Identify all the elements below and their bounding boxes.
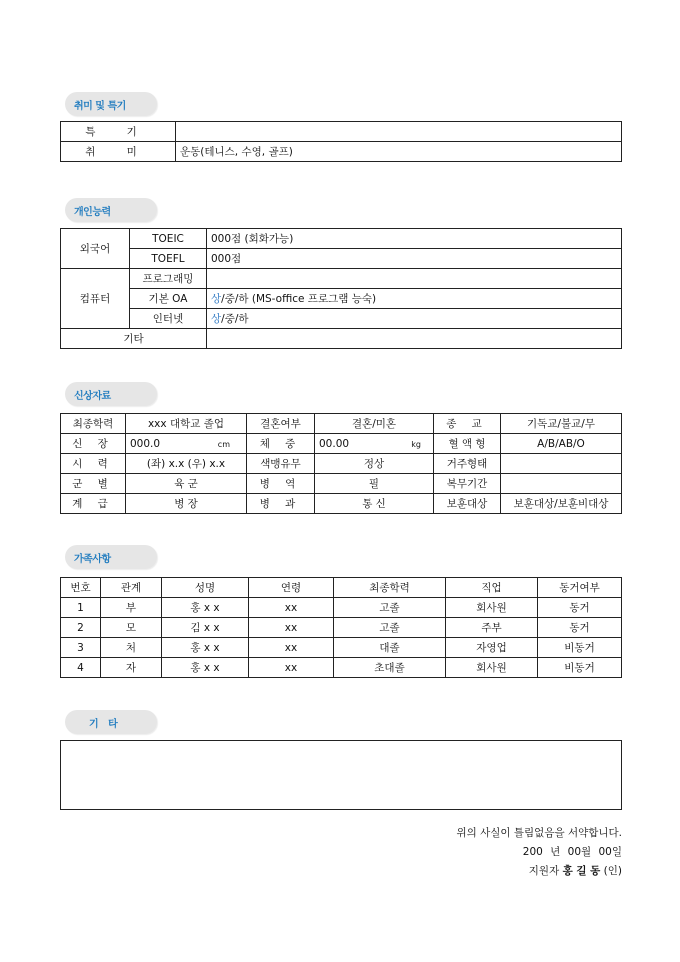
- table-row: [61, 434, 622, 454]
- personal-table: [60, 413, 622, 514]
- weight-value: [315, 434, 434, 454]
- veteran-value: 보훈대상/보훈비대상: [501, 494, 622, 514]
- toeic-value: 000점 (회화가능): [207, 229, 622, 249]
- table-row: [61, 474, 622, 494]
- other-label: 기타: [61, 329, 207, 349]
- section-header-family: [65, 545, 157, 569]
- oa-label: 기본 OA: [130, 289, 207, 309]
- religion-value: 기독교/불교/무: [501, 414, 622, 434]
- military-label: 군 별: [61, 474, 126, 494]
- religion-label: 종 교: [434, 414, 501, 434]
- vision-label: 시 력: [61, 454, 126, 474]
- rank-label: 계 급: [61, 494, 126, 514]
- level-high: 상: [211, 293, 222, 305]
- table-cell: 홍 x x: [162, 658, 249, 678]
- toeic-label: TOEIC: [130, 229, 207, 249]
- table-cell: 처: [101, 638, 162, 658]
- table-cell: 자영업: [446, 638, 538, 658]
- branch-label: 병 과: [247, 494, 315, 514]
- height-label: 신 장: [61, 434, 126, 454]
- weight-unit: kg: [411, 439, 421, 449]
- service-value: 필: [315, 474, 434, 494]
- column-header: 연령: [249, 578, 334, 598]
- table-cell: 초대졸: [334, 658, 446, 678]
- table-cell: xx: [249, 618, 334, 638]
- oa-value: [207, 289, 622, 309]
- computer-label: 컴퓨터: [61, 269, 130, 329]
- section-header-ability: [65, 198, 157, 222]
- table-row: [61, 309, 622, 329]
- table-cell: 1: [61, 598, 101, 618]
- edu-value: xxx 대학교 졸업: [126, 414, 247, 434]
- table-cell: 회사원: [446, 598, 538, 618]
- table-row: [61, 329, 622, 349]
- table-cell: 3: [61, 638, 101, 658]
- section-title: 취미 및 특기: [74, 101, 126, 112]
- table-row: [61, 122, 622, 142]
- service-period-value: [501, 474, 622, 494]
- table-cell: 홍 x x: [162, 638, 249, 658]
- vision-value: (좌) x.x (우) x.x: [126, 454, 247, 474]
- military-value: 육 군: [126, 474, 247, 494]
- date-text: 200 년 00월 00일: [522, 846, 622, 858]
- programming-value: [207, 269, 622, 289]
- table-row: [61, 638, 622, 658]
- table-row: [61, 414, 622, 434]
- edu-label: 최종학력: [61, 414, 126, 434]
- table-row: [61, 229, 622, 249]
- colorblind-value: 정상: [315, 454, 434, 474]
- weight-number: 00.00: [319, 437, 350, 450]
- skill-value: [176, 122, 622, 142]
- table-cell: 홍 x x: [162, 598, 249, 618]
- table-row: [61, 142, 622, 162]
- service-label: 병 역: [247, 474, 315, 494]
- foreign-language-label: 외국어: [61, 229, 130, 269]
- section-title: 신상자료: [74, 391, 111, 402]
- table-cell: 고졸: [334, 598, 446, 618]
- blood-label: 혈 액 형: [434, 434, 501, 454]
- table-cell: 비동거: [538, 638, 622, 658]
- column-header: 최종학력: [334, 578, 446, 598]
- section-title: 가족사항: [74, 554, 111, 565]
- table-cell: 비동거: [538, 658, 622, 678]
- table-row: [61, 618, 622, 638]
- table-cell: 모: [101, 618, 162, 638]
- section-title: 개인능력: [74, 207, 111, 218]
- table-cell: xx: [249, 658, 334, 678]
- colorblind-label: 색맹유무: [247, 454, 315, 474]
- blood-value: A/B/AB/O: [501, 434, 622, 454]
- table-row: [61, 598, 622, 618]
- internet-label: 인터넷: [130, 309, 207, 329]
- residence-value: [501, 454, 622, 474]
- branch-value: 통 신: [315, 494, 434, 514]
- toefl-value: 000점: [207, 249, 622, 269]
- table-row: [61, 269, 622, 289]
- section-header-personal: [65, 382, 157, 406]
- skill-label: 특 기: [61, 122, 176, 142]
- table-cell: 주부: [446, 618, 538, 638]
- table-cell: 김 x x: [162, 618, 249, 638]
- table-row: [61, 454, 622, 474]
- other-value: [207, 329, 622, 349]
- height-number: 000.0: [130, 437, 161, 450]
- column-header: 번호: [61, 578, 101, 598]
- table-cell: 자: [101, 658, 162, 678]
- table-cell: 4: [61, 658, 101, 678]
- section-title: 기 타: [89, 719, 121, 730]
- column-header: 관계: [101, 578, 162, 598]
- column-header: 성명: [162, 578, 249, 598]
- table-row: [61, 658, 622, 678]
- table-row: [61, 249, 622, 269]
- weight-label: 체 중: [247, 434, 315, 454]
- table-row: [61, 289, 622, 309]
- applicant-name: 홍 길 동: [562, 865, 601, 877]
- applicant-prefix: 지원자: [528, 865, 560, 877]
- level-rest: /중/하: [221, 313, 249, 325]
- residence-label: 거주형태: [434, 454, 501, 474]
- table-cell: 부: [101, 598, 162, 618]
- marriage-value: 결혼/미혼: [315, 414, 434, 434]
- table-cell: 동거: [538, 598, 622, 618]
- table-header-row: [61, 578, 622, 598]
- table-cell: 고졸: [334, 618, 446, 638]
- column-header: 직업: [446, 578, 538, 598]
- internet-value: [207, 309, 622, 329]
- service-period-label: 복무기간: [434, 474, 501, 494]
- level-rest: /중/하 (MS-office 프로그램 능숙): [221, 293, 377, 305]
- height-unit: cm: [217, 439, 230, 449]
- column-header: 동거여부: [538, 578, 622, 598]
- level-high: 상: [211, 313, 222, 325]
- applicant-suffix: (인): [603, 865, 622, 877]
- table-cell: 회사원: [446, 658, 538, 678]
- ability-table: [60, 228, 622, 349]
- hobby-value: 운동(테니스, 수영, 골프): [176, 142, 622, 162]
- hobby-table: [60, 121, 622, 162]
- hobby-label: 취 미: [61, 142, 176, 162]
- applicant-line: [529, 863, 622, 878]
- table-cell: 동거: [538, 618, 622, 638]
- table-row: [61, 494, 622, 514]
- table-cell: xx: [249, 638, 334, 658]
- marriage-label: 결혼여부: [247, 414, 315, 434]
- rank-value: 병 장: [126, 494, 247, 514]
- programming-label: 프로그래밍: [130, 269, 207, 289]
- etc-box: [60, 740, 622, 810]
- table-cell: xx: [249, 598, 334, 618]
- height-value: [126, 434, 247, 454]
- table-cell: 대졸: [334, 638, 446, 658]
- section-header-etc: [65, 710, 157, 734]
- section-header-hobby: [65, 92, 157, 116]
- toefl-label: TOEFL: [130, 249, 207, 269]
- table-cell: 2: [61, 618, 101, 638]
- veteran-label: 보훈대상: [434, 494, 501, 514]
- statement-text: 위의 사실이 틀림없음을 서약합니다.: [456, 827, 622, 839]
- family-table: [60, 577, 622, 678]
